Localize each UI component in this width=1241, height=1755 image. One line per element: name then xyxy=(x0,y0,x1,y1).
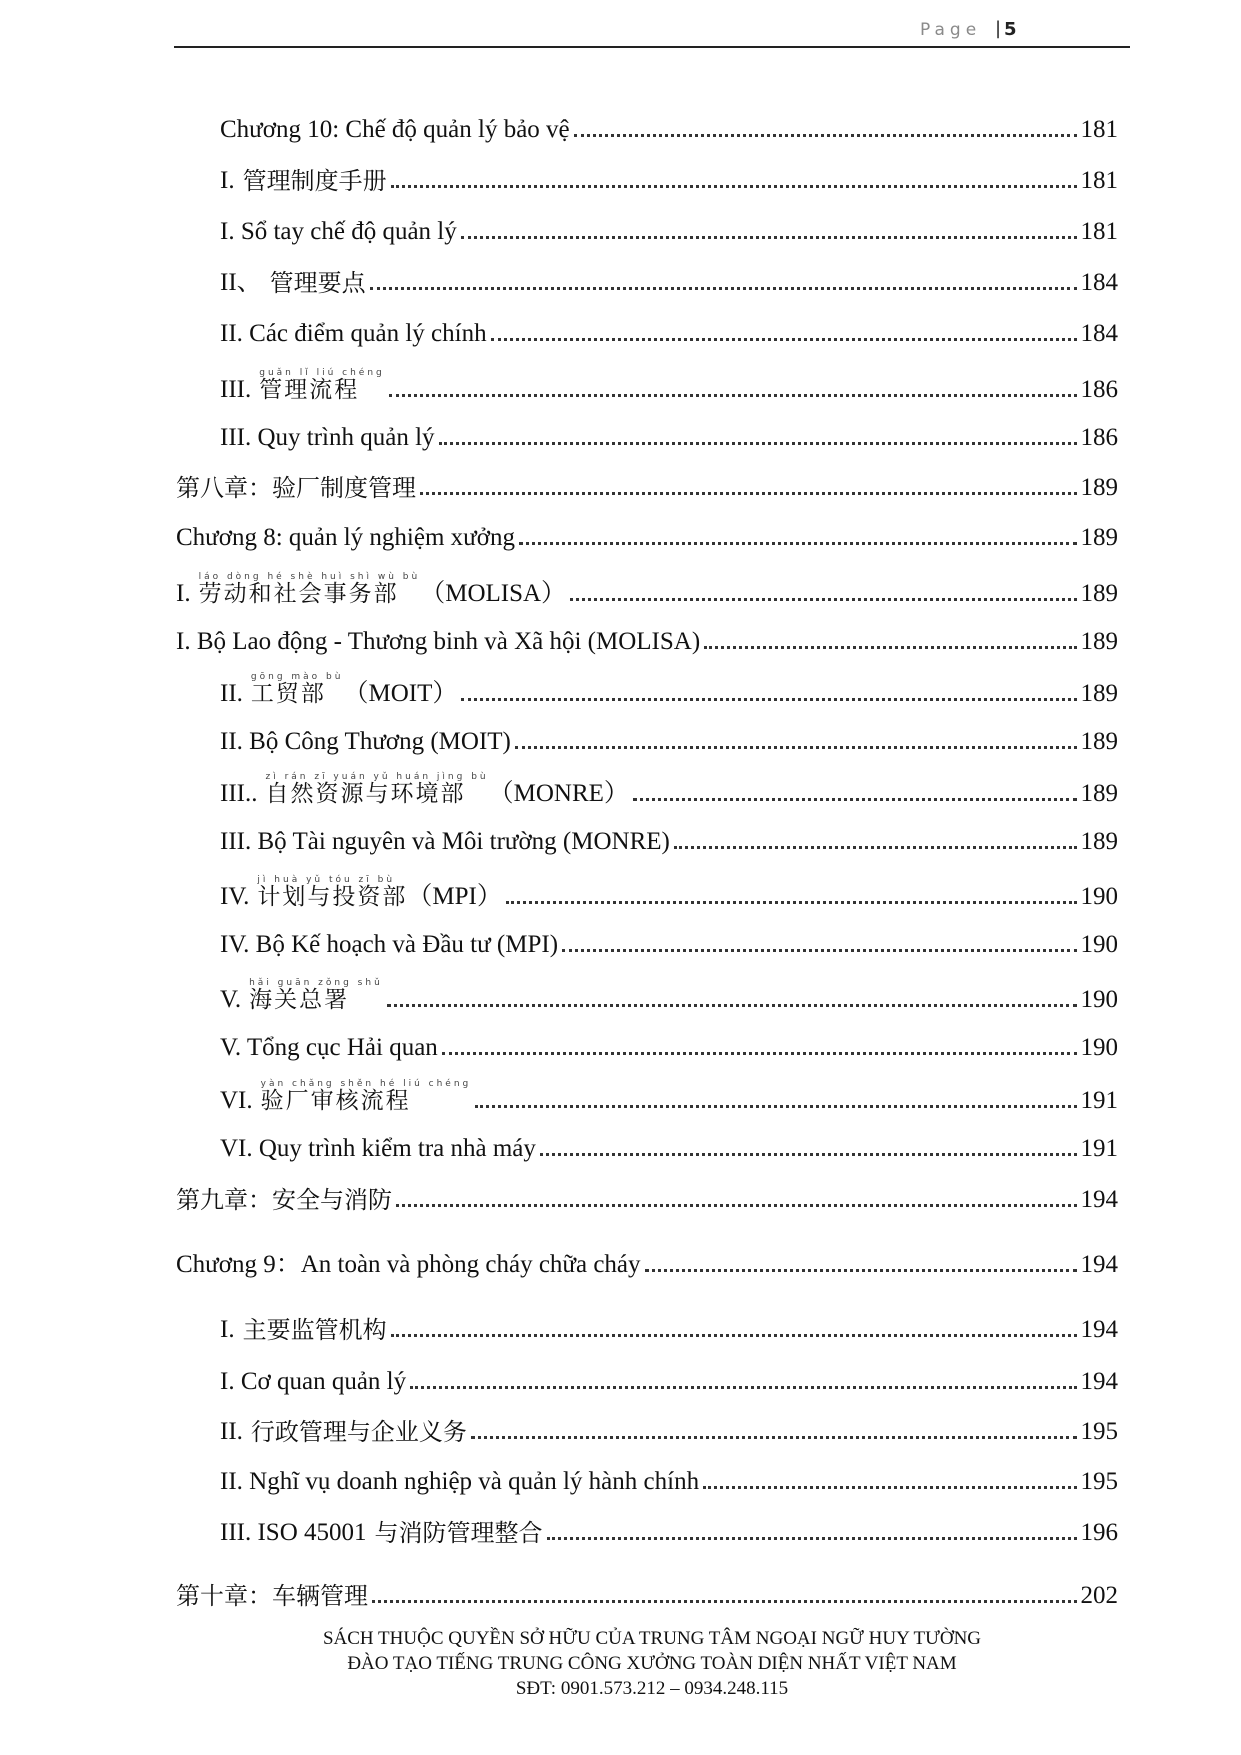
toc-entry-page: 189 xyxy=(1080,628,1118,655)
toc-entry-page: 186 xyxy=(1080,424,1118,451)
toc-entry-title xyxy=(220,1520,543,1545)
toc-entry-prefix: I. xyxy=(176,580,191,607)
toc-entry[interactable] xyxy=(176,510,1118,550)
toc-entry-suffix: （MONRE） xyxy=(488,780,629,807)
toc-entry-prefix: V. Tổng cục Hải quan xyxy=(220,1034,438,1061)
toc-entry-title xyxy=(220,270,366,295)
toc-entry-prefix: II. xyxy=(220,680,243,707)
toc-entry-title xyxy=(220,1317,387,1342)
toc-dot-leader xyxy=(475,1105,1076,1108)
toc-entry-prefix: I. xyxy=(220,167,235,194)
toc-entry-title xyxy=(176,1584,368,1608)
footer-line-2: ĐÀO TẠO TIẾNG TRUNG CÔNG XƯỞNG TOÀN DIỆN NHẤT VIỆT NAM xyxy=(347,1653,957,1674)
toc-entry-ruby xyxy=(249,979,383,1012)
toc-entry-title xyxy=(220,729,511,754)
toc-entry-ruby xyxy=(259,369,385,402)
toc-entry-chinese: 管理制度手册 xyxy=(242,167,387,195)
toc-entry[interactable] xyxy=(220,255,1118,295)
toc-entry[interactable] xyxy=(220,917,1118,957)
toc-dot-leader xyxy=(540,1153,1077,1156)
toc-entry-prefix: Chương 8: quản lý nghiệm xưởng xyxy=(176,524,515,551)
toc-entry-page: 190 xyxy=(1080,986,1118,1013)
toc-entry-prefix: II、 xyxy=(220,269,262,296)
toc-entry-chinese: 管理要点 xyxy=(269,269,366,297)
toc-entry-hanzi: 海关总署 xyxy=(249,987,350,1013)
toc-entry-title xyxy=(176,476,416,500)
toc-entry-chinese: 行政管理与企业义务 xyxy=(250,1418,467,1446)
toc-dot-leader xyxy=(420,492,1077,495)
toc-dot-leader xyxy=(391,185,1077,188)
toc-dot-leader xyxy=(674,846,1077,849)
toc-entry[interactable] xyxy=(176,1172,1118,1212)
toc-entry-page: 189 xyxy=(1080,728,1118,755)
toc-entry-pinyin: guǎn lǐ liú chéng xyxy=(259,368,385,378)
toc-dot-leader xyxy=(461,698,1076,701)
footer-line-1: SÁCH THUỘC QUYỀN SỞ HỮU CỦA TRUNG TÂM NGOẠI NGỮ HUY TƯỜNG xyxy=(322,1628,982,1649)
toc-entry-prefix: IV. Bộ Kế hoạch và Đầu tư (MPI) xyxy=(220,931,559,958)
toc-entry[interactable] xyxy=(220,869,1118,909)
toc-entry-page: 190 xyxy=(1080,1034,1118,1061)
toc-entry[interactable] xyxy=(220,362,1118,402)
toc-entry-page: 184 xyxy=(1080,320,1118,347)
toc-entry-title xyxy=(220,425,435,450)
toc-dot-leader xyxy=(562,949,1076,952)
toc-entry-prefix: I. Sổ tay chế độ quản lý xyxy=(220,218,457,245)
page-label: Page xyxy=(920,20,982,40)
toc-entry-title xyxy=(220,168,387,193)
toc-entry-prefix: III. Bộ Tài nguyên và Môi trường (MONRE) xyxy=(220,828,670,855)
toc-entry-title xyxy=(220,932,558,957)
toc-entry-page: 190 xyxy=(1080,931,1118,958)
toc-entry-title xyxy=(220,673,457,706)
toc-entry[interactable] xyxy=(220,814,1118,854)
toc-dot-leader xyxy=(645,1269,1077,1272)
toc-entry-suffix: （MPI） xyxy=(407,883,502,910)
toc-entry-pinyin: gōng mào bù xyxy=(250,672,344,682)
toc-entry-title xyxy=(220,1469,699,1494)
toc-entry-hanzi: 劳动和社会事务部 xyxy=(198,581,399,607)
toc-entry-prefix: I. xyxy=(220,1316,235,1343)
toc-entry[interactable] xyxy=(220,410,1118,450)
toc-entry-page: 181 xyxy=(1080,218,1118,245)
toc-entry-pinyin: zì rán zī yuán yǔ huán jìng bù xyxy=(265,772,489,782)
page-number: 5 xyxy=(1004,19,1017,40)
toc-entry[interactable] xyxy=(176,1568,1118,1608)
toc-entry-page: 190 xyxy=(1080,883,1118,910)
toc-entry-prefix: VI. xyxy=(220,1087,253,1114)
toc-entry-prefix: II. Các điểm quản lý chính xyxy=(220,320,487,347)
toc-entry-hanzi: 工贸部 xyxy=(250,681,326,707)
toc-entry-page: 194 xyxy=(1080,1316,1118,1343)
toc-entry-page: 195 xyxy=(1080,1418,1118,1445)
toc-entry[interactable] xyxy=(220,306,1118,346)
toc-entry-chinese: 第十章：车辆管理 xyxy=(176,1582,368,1610)
toc-entry-suffix: （MOIT） xyxy=(343,680,458,707)
toc-entry[interactable] xyxy=(220,1020,1118,1060)
toc-entry-title xyxy=(220,1080,471,1113)
toc-entry[interactable] xyxy=(220,153,1118,193)
toc-entry-title xyxy=(176,629,700,654)
toc-entry[interactable] xyxy=(220,1121,1118,1161)
toc-entry-chinese: 第九章：安全与消防 xyxy=(176,1186,392,1214)
toc-dot-leader xyxy=(547,1537,1077,1540)
toc-entry-page: 191 xyxy=(1080,1087,1118,1114)
toc-entry-title xyxy=(220,1035,438,1060)
toc-entry[interactable] xyxy=(176,566,1118,606)
toc-entry-hanzi: 验厂审核流程 xyxy=(260,1088,411,1114)
toc-entry-page: 181 xyxy=(1080,116,1118,143)
toc-dot-leader xyxy=(703,1486,1076,1489)
toc-entry[interactable] xyxy=(220,1073,1118,1113)
toc-entry-page: 184 xyxy=(1080,269,1118,296)
toc-dot-leader xyxy=(439,442,1077,445)
toc-entry[interactable] xyxy=(220,102,1118,142)
toc-entry-page: 191 xyxy=(1080,1135,1118,1162)
toc-entry-page: 202 xyxy=(1080,1582,1118,1609)
toc-dot-leader xyxy=(370,287,1077,290)
toc-entry-title xyxy=(220,321,487,346)
toc-entry-hanzi: 管理流程 xyxy=(259,377,360,403)
toc-entry-title xyxy=(176,525,515,550)
toc-entry-prefix: III. xyxy=(220,376,252,403)
toc-entry-title xyxy=(220,979,383,1012)
toc-entry[interactable] xyxy=(220,1302,1118,1342)
toc-entry-title xyxy=(220,1136,536,1161)
toc-entry-title xyxy=(220,117,570,142)
toc-dot-leader xyxy=(519,542,1077,545)
toc-dot-leader xyxy=(372,1600,1077,1603)
toc-entry-title xyxy=(220,773,629,806)
toc-entry-ruby xyxy=(257,876,407,909)
toc-dot-leader xyxy=(396,1204,1077,1207)
toc-entry-title xyxy=(220,829,670,854)
toc-dot-leader xyxy=(461,236,1077,239)
toc-dot-leader xyxy=(471,1436,1077,1439)
toc-entry-title xyxy=(220,876,502,909)
toc-entry-page: 194 xyxy=(1080,1368,1118,1395)
toc-dot-leader xyxy=(704,646,1076,649)
toc-dot-leader xyxy=(410,1386,1076,1389)
toc-entry-hanzi: 自然资源与环境部 xyxy=(265,781,466,807)
toc-entry-page: 186 xyxy=(1080,376,1118,403)
toc-dot-leader xyxy=(387,1004,1077,1007)
toc-entry-page: 195 xyxy=(1080,1468,1118,1495)
toc-dot-leader xyxy=(391,1334,1077,1337)
toc-entry[interactable] xyxy=(176,614,1118,654)
toc-entry[interactable] xyxy=(220,1404,1118,1444)
toc-entry[interactable] xyxy=(220,666,1118,706)
toc-entry[interactable] xyxy=(220,714,1118,754)
toc-entry-page: 189 xyxy=(1080,474,1118,501)
toc-entry-prefix: I. Bộ Lao động - Thương binh và Xã hội (MOLISA) xyxy=(176,628,701,655)
toc-entry-ruby xyxy=(199,573,421,606)
toc-dot-leader xyxy=(491,338,1077,341)
toc-entry-page: 189 xyxy=(1080,580,1118,607)
toc-entry-page: 189 xyxy=(1080,828,1118,855)
toc-dot-leader xyxy=(570,598,1076,601)
toc-entry-chinese: 主要监管机构 xyxy=(242,1316,387,1344)
toc-entry-ruby xyxy=(265,773,488,806)
toc-entry-page: 189 xyxy=(1080,680,1118,707)
toc-dot-leader xyxy=(389,394,1077,397)
toc-entry-prefix: V. xyxy=(220,986,242,1013)
toc-entry-prefix: III. ISO 45001 xyxy=(220,1519,367,1546)
toc-entry[interactable] xyxy=(220,766,1118,806)
toc-entry-title xyxy=(176,573,566,606)
toc-entry-prefix: II. xyxy=(220,1418,243,1445)
toc-entry-title xyxy=(176,1252,641,1277)
toc-entry-prefix: II. Bộ Công Thương (MOIT) xyxy=(220,728,511,755)
toc-entry-prefix: Chương 9：An toàn và phòng cháy chữa cháy xyxy=(176,1251,641,1278)
toc-dot-leader xyxy=(442,1052,1077,1055)
toc-entry-prefix: II. Nghĩ vụ doanh nghiệp và quản lý hành chính xyxy=(220,1468,700,1495)
toc-entry-ruby xyxy=(261,1080,472,1113)
toc-dot-leader xyxy=(515,746,1077,749)
toc-entry[interactable] xyxy=(220,1354,1118,1394)
toc-entry-title xyxy=(220,369,385,402)
toc-entry[interactable] xyxy=(176,460,1118,500)
toc-entry[interactable] xyxy=(220,1505,1118,1545)
toc-entry-suffix: （MOLISA） xyxy=(420,580,567,607)
toc-entry-page: 189 xyxy=(1080,524,1118,551)
toc-entry-chinese: 第八章：验厂制度管理 xyxy=(176,474,416,502)
toc-entry-title xyxy=(176,1188,392,1212)
toc-entry-pinyin: hǎi guān zǒng shǔ xyxy=(249,978,383,988)
toc-entry-pinyin: yàn chǎng shěn hé liú chéng xyxy=(260,1079,472,1089)
toc-entry-hanzi: 计划与投资部 xyxy=(257,884,408,910)
toc-entry-page: 194 xyxy=(1080,1251,1118,1278)
toc-entry-page: 189 xyxy=(1080,780,1118,807)
toc-entry-page: 194 xyxy=(1080,1186,1118,1213)
toc-entry[interactable] xyxy=(176,1237,1118,1277)
footer xyxy=(174,1626,1130,1701)
toc-entry-prefix: VI. Quy trình kiểm tra nhà máy xyxy=(220,1135,536,1162)
toc-entry-chinese: 与消防管理整合 xyxy=(374,1519,543,1547)
toc-entry-ruby xyxy=(251,673,344,706)
toc-entry-prefix: III. Quy trình quản lý xyxy=(220,424,435,451)
toc-entry-pinyin: láo dòng hé shè huì shì wù bù xyxy=(198,572,421,582)
toc-entry[interactable] xyxy=(220,204,1118,244)
page-separator: | xyxy=(995,18,1002,39)
toc-entry[interactable] xyxy=(220,972,1118,1012)
toc-entry-page: 181 xyxy=(1080,167,1118,194)
footer-line-3: SĐT: 0901.573.212 – 0934.248.115 xyxy=(515,1678,789,1699)
toc-dot-leader xyxy=(506,901,1077,904)
toc-entry-prefix: III.. xyxy=(220,780,258,807)
toc-entry-title xyxy=(220,1369,406,1394)
toc-entry[interactable] xyxy=(220,1454,1118,1494)
toc-entry-prefix: IV. xyxy=(220,883,250,910)
toc-entry-prefix: I. Cơ quan quản lý xyxy=(220,1368,407,1395)
toc-dot-leader xyxy=(633,798,1077,801)
toc-entry-title xyxy=(220,219,457,244)
toc-entry-pinyin: jì huà yǔ tóu zī bù xyxy=(257,875,396,885)
toc-entry-prefix: Chương 10: Chế độ quản lý bảo vệ xyxy=(220,116,570,143)
toc-entry-page: 196 xyxy=(1080,1519,1118,1546)
toc-entry-title xyxy=(220,1419,467,1444)
toc-dot-leader xyxy=(574,134,1077,137)
